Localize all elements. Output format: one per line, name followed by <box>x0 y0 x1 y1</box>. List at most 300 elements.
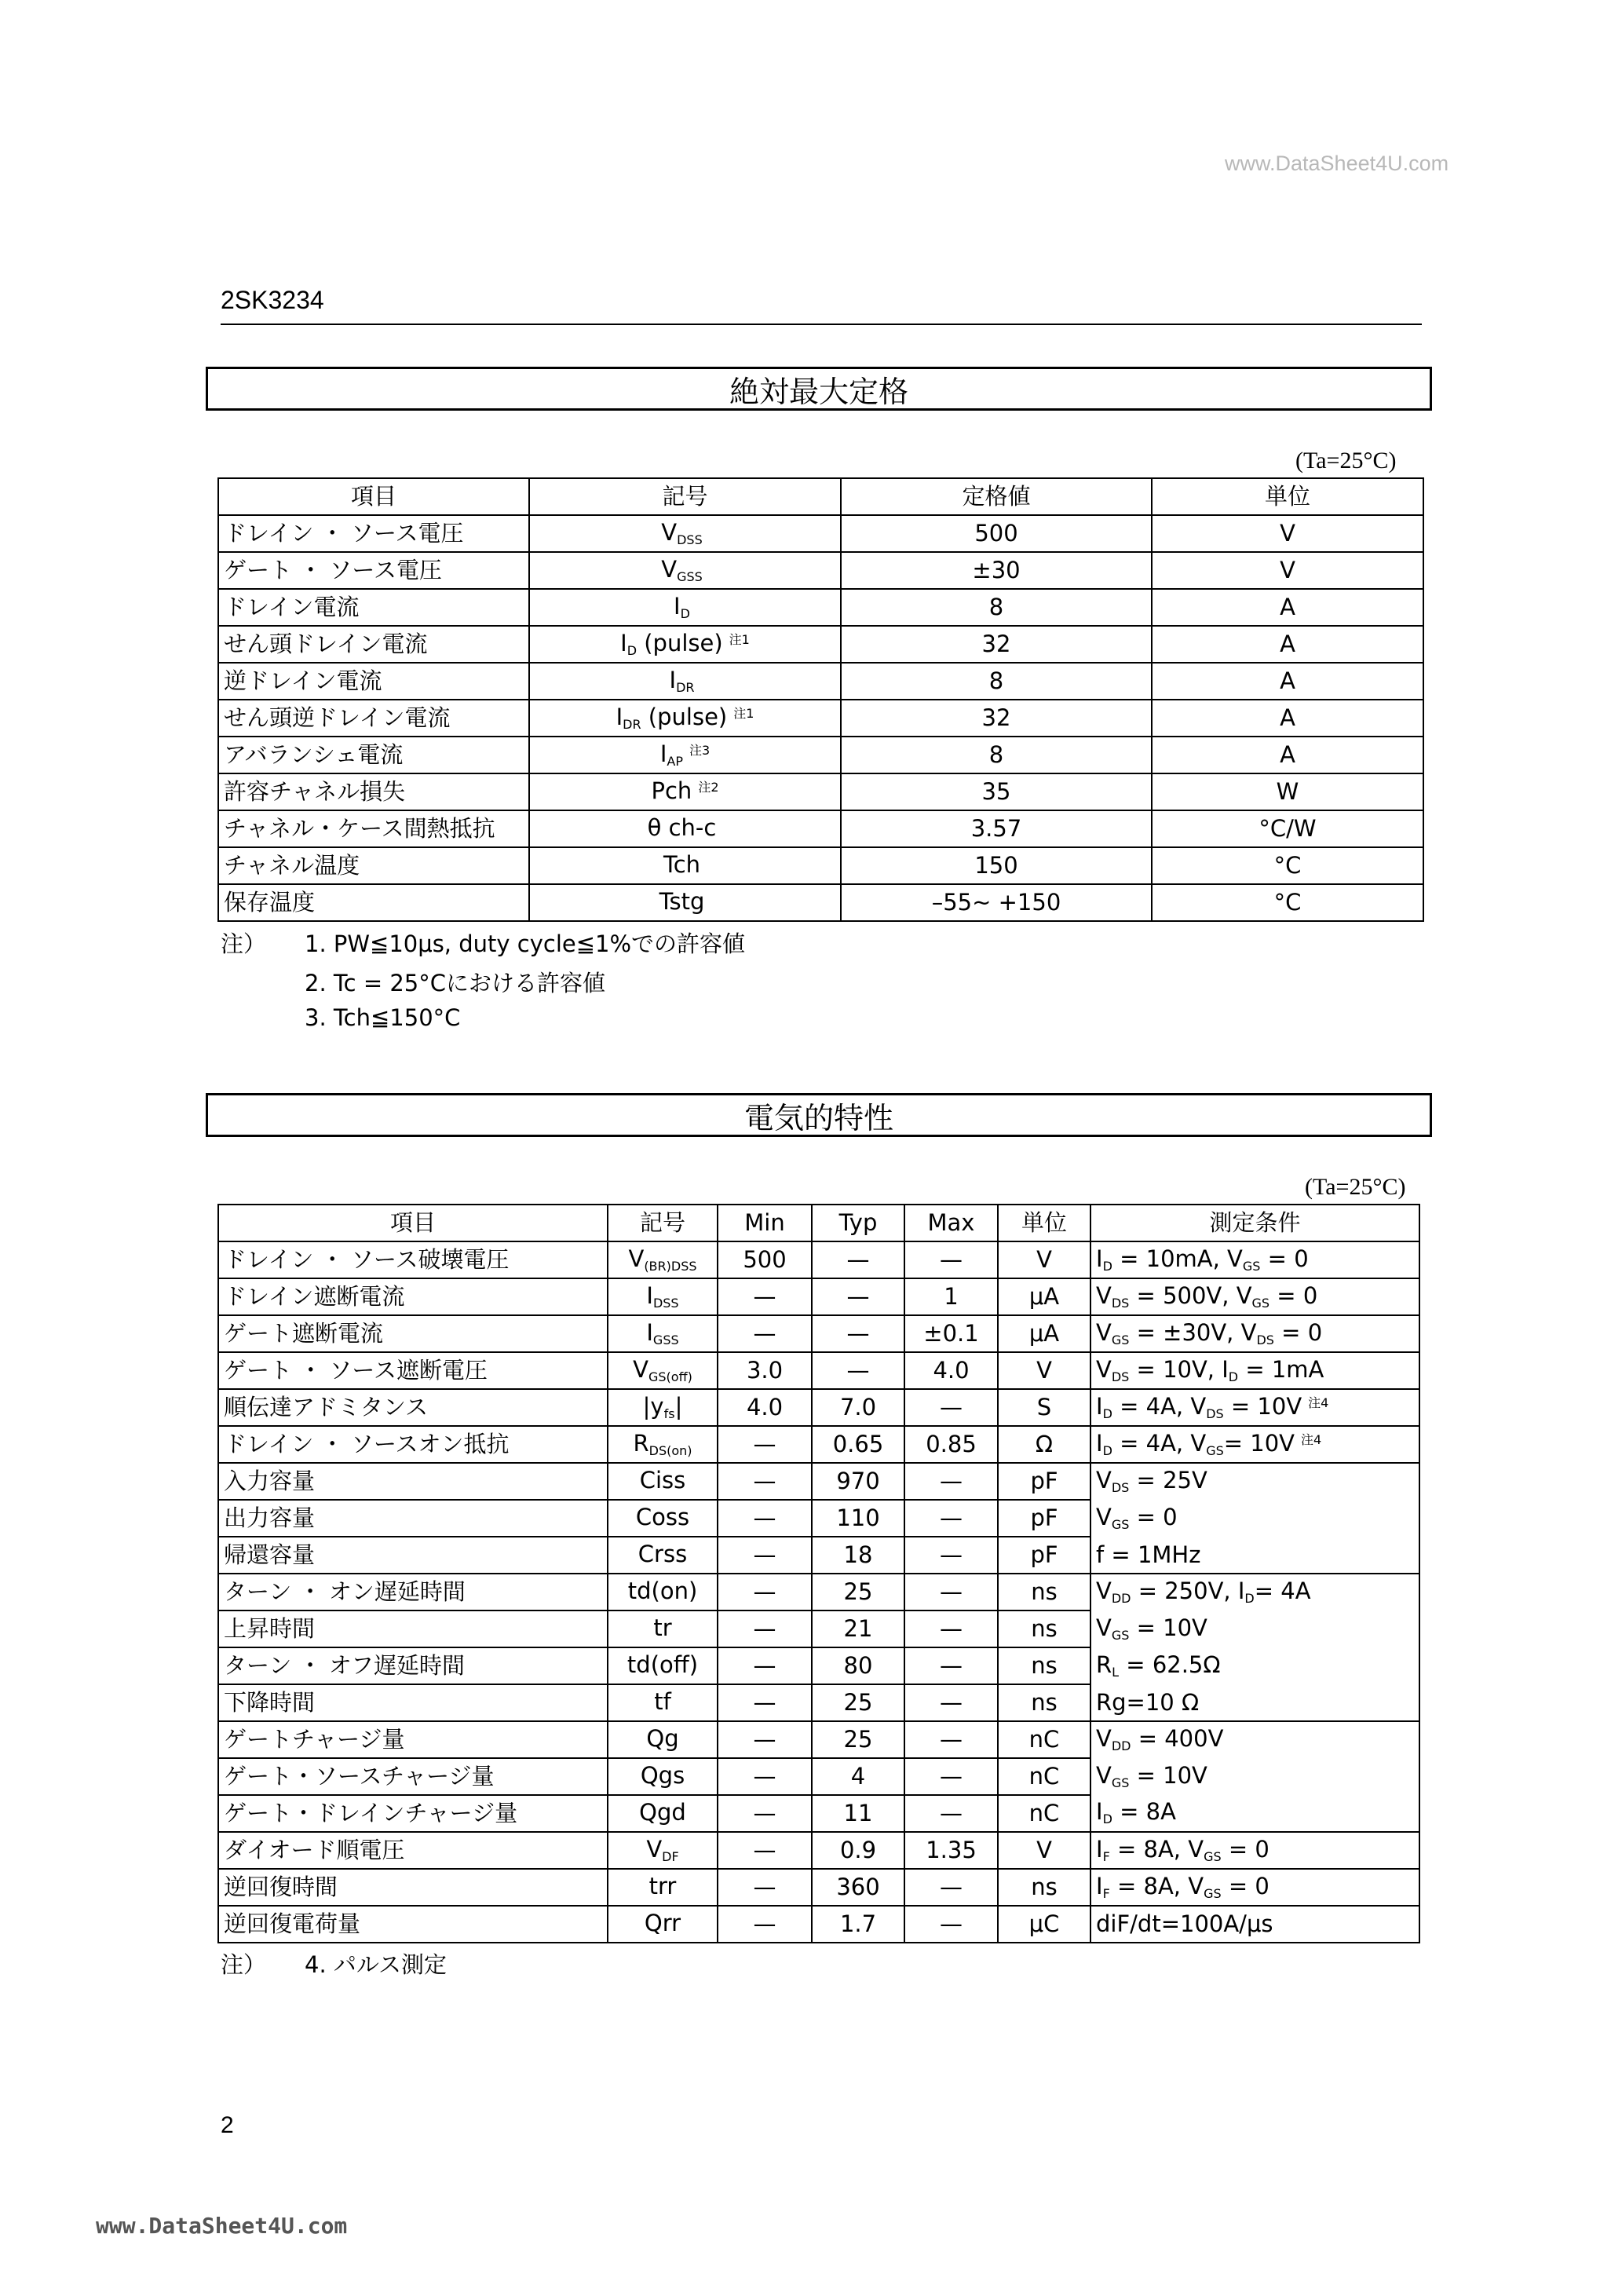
condition-text: V <box>1096 1614 1112 1641</box>
symbol-subscript: DR <box>623 716 641 732</box>
condition-text: I <box>1096 1245 1103 1272</box>
footnote-ref: 注1 <box>733 705 754 721</box>
symbol-base: Coss <box>635 1503 690 1530</box>
elec-min: — <box>718 1647 812 1684</box>
elec-max: — <box>904 1758 998 1795</box>
abs-value: 500 <box>841 515 1152 552</box>
elec-min: — <box>718 1721 812 1758</box>
watermark-bottom: www.DataSheet4U.com <box>96 2213 348 2239</box>
elec-item: 出力容量 <box>218 1500 608 1537</box>
elec-max: 1 <box>904 1278 998 1315</box>
elec-max: — <box>904 1610 998 1647</box>
condition-text: = 10V <box>1223 1392 1302 1420</box>
elec-symbol <box>608 1684 718 1721</box>
elec-max: — <box>904 1795 998 1832</box>
elec-min: — <box>718 1869 812 1906</box>
symbol-base: I <box>659 740 667 767</box>
elec-condition <box>1090 1315 1419 1352</box>
abs-value: 8 <box>841 589 1152 626</box>
elec-row <box>218 1610 1419 1647</box>
elec-symbol <box>608 1721 718 1758</box>
elec-item: ゲート遮断電流 <box>218 1315 608 1352</box>
elec-item: 入力容量 <box>218 1463 608 1500</box>
abs-item: ドレイン電流 <box>218 589 529 626</box>
elec-symbol <box>608 1758 718 1795</box>
abs-symbol <box>529 847 841 884</box>
elec-condition <box>1090 1241 1419 1278</box>
elec-symbol <box>608 1537 718 1574</box>
abs-note-2: 2. Tc = 25°Cにおける許容値 <box>305 970 606 996</box>
elec-min: — <box>718 1574 812 1610</box>
elec-item: 逆回復電荷量 <box>218 1906 608 1943</box>
condition-subscript: GS <box>1111 1627 1130 1643</box>
condition-text: = 8A <box>1112 1798 1176 1825</box>
condition-subscript: DS <box>1206 1406 1224 1421</box>
symbol-base: R <box>633 1429 649 1457</box>
elec-item: 下降時間 <box>218 1684 608 1721</box>
elec-max: — <box>904 1463 998 1500</box>
elec-typ: — <box>812 1278 904 1315</box>
condition-subscript: DS <box>1256 1332 1274 1347</box>
elec-max: ±0.1 <box>904 1315 998 1352</box>
elec-symbol <box>608 1278 718 1315</box>
symbol-base: Ciss <box>639 1466 686 1493</box>
elec-typ: 80 <box>812 1647 904 1684</box>
elec-condition <box>1090 1684 1419 1721</box>
symbol-subscript: DSS <box>677 532 703 547</box>
condition-subscript: GS <box>1111 1775 1130 1790</box>
elec-header-cell: 測定条件 <box>1090 1205 1419 1241</box>
elec-header-cell: 項目 <box>218 1205 608 1241</box>
abs-row <box>218 773 1423 810</box>
elec-condition <box>1090 1574 1419 1610</box>
symbol-base: V <box>628 1245 645 1272</box>
condition-subscript: GS <box>1206 1442 1224 1458</box>
elec-unit: V <box>998 1352 1090 1389</box>
condition-text: = 10V <box>1129 1614 1207 1641</box>
abs-unit: V <box>1152 552 1423 589</box>
condition-text: = 0 <box>1221 1835 1269 1863</box>
elec-item: ゲート ・ ソース遮断電圧 <box>218 1352 608 1389</box>
abs-notes-label: 注） <box>221 930 267 957</box>
condition-subscript: F <box>1102 1848 1110 1864</box>
elec-typ: 18 <box>812 1537 904 1574</box>
symbol-base: V <box>633 1355 648 1383</box>
page-number: 2 <box>221 2112 234 2138</box>
elec-row <box>218 1906 1419 1943</box>
abs-item: せん頭逆ドレイン電流 <box>218 700 529 737</box>
elec-unit: pF <box>998 1500 1090 1537</box>
condition-subscript: D <box>1102 1442 1112 1458</box>
condition-subscript: GS <box>1111 1516 1130 1532</box>
elec-symbol <box>608 1795 718 1832</box>
symbol-base: td(off) <box>627 1651 699 1678</box>
part-number: 2SK3234 <box>221 286 324 314</box>
symbol-base: Crss <box>637 1540 688 1567</box>
elec-row <box>218 1758 1419 1795</box>
symbol-subscript: AP <box>667 753 683 769</box>
elec-symbol <box>608 1315 718 1352</box>
elec-max: — <box>904 1647 998 1684</box>
abs-symbol <box>529 700 841 737</box>
elec-item: 上昇時間 <box>218 1610 608 1647</box>
elec-unit: pF <box>998 1463 1090 1500</box>
elec-unit: nC <box>998 1795 1090 1832</box>
symbol-base: I <box>669 666 677 693</box>
elec-condition <box>1090 1500 1419 1537</box>
elec-condition <box>1090 1610 1419 1647</box>
condition-text: = ±30V, V <box>1129 1318 1257 1346</box>
condition-text: f = 1MHz <box>1096 1541 1201 1568</box>
elec-condition <box>1090 1426 1419 1463</box>
abs-symbol <box>529 663 841 700</box>
condition-text: V <box>1096 1725 1112 1752</box>
abs-note-3: 3. Tch≦150°C <box>305 1004 461 1031</box>
abs-item: 許容チャネル損失 <box>218 773 529 810</box>
elec-max: — <box>904 1684 998 1721</box>
abs-max-title: 絶対最大定格 <box>206 367 1432 411</box>
elec-min: — <box>718 1906 812 1943</box>
elec-min: — <box>718 1315 812 1352</box>
condition-text: diF/dt=100A/μs <box>1096 1910 1273 1937</box>
condition-subscript: L <box>1112 1664 1120 1680</box>
elec-char-table <box>217 1204 1420 1943</box>
condition-text: = 4A <box>1254 1578 1311 1604</box>
symbol-suffix: | <box>674 1392 683 1420</box>
elec-header-cell: 単位 <box>998 1205 1090 1241</box>
condition-subscript: D <box>1102 1406 1112 1421</box>
condition-text: = 62.5Ω <box>1119 1651 1221 1678</box>
condition-subscript: DD <box>1111 1591 1131 1606</box>
symbol-subscript: (BR)DSS <box>644 1258 697 1274</box>
condition-text: = 10V <box>1129 1761 1207 1789</box>
elec-condition <box>1090 1832 1419 1869</box>
abs-symbol <box>529 737 841 773</box>
elec-header-cell: Typ <box>812 1205 904 1241</box>
symbol-base: I <box>616 703 623 730</box>
elec-condition <box>1090 1463 1419 1500</box>
footnote-ref: 注4 <box>1301 1431 1322 1447</box>
abs-symbol <box>529 810 841 847</box>
condition-subscript: D <box>1228 1369 1239 1384</box>
abs-row <box>218 515 1423 552</box>
symbol-base: Qgd <box>639 1798 686 1826</box>
abs-unit: A <box>1152 700 1423 737</box>
abs-symbol <box>529 884 841 921</box>
elec-row <box>218 1795 1419 1832</box>
symbol-base: θ ch-c <box>647 813 717 841</box>
abs-row <box>218 847 1423 884</box>
elec-symbol <box>608 1426 718 1463</box>
elec-row <box>218 1832 1419 1869</box>
elec-typ: 4 <box>812 1758 904 1795</box>
elec-condition <box>1090 1758 1419 1795</box>
condition-text: = 1mA <box>1238 1355 1324 1383</box>
elec-typ: 7.0 <box>812 1389 904 1426</box>
abs-header-cell: 項目 <box>218 478 529 515</box>
abs-unit: W <box>1152 773 1423 810</box>
symbol-subscript: GSS <box>652 1332 679 1347</box>
condition-text: = 25V <box>1129 1467 1207 1493</box>
elec-typ: 970 <box>812 1463 904 1500</box>
elec-min: 500 <box>718 1241 812 1278</box>
condition-text: V <box>1096 1467 1112 1493</box>
abs-row <box>218 552 1423 589</box>
elec-typ: 110 <box>812 1500 904 1537</box>
elec-note-4: 4. パルス測定 <box>305 1951 448 1978</box>
elec-item: ゲート・ドレインチャージ量 <box>218 1795 608 1832</box>
condition-subscript: GS <box>1204 1848 1222 1864</box>
elec-max: 0.85 <box>904 1426 998 1463</box>
elec-item: 帰還容量 <box>218 1537 608 1574</box>
symbol-base: tf <box>654 1687 671 1715</box>
condition-text: = 10V <box>1223 1429 1295 1457</box>
elec-unit: μA <box>998 1315 1090 1352</box>
elec-typ: — <box>812 1315 904 1352</box>
abs-value: 32 <box>841 626 1152 663</box>
elec-item: ゲートチャージ量 <box>218 1721 608 1758</box>
elec-symbol <box>608 1389 718 1426</box>
condition-text: = 0 <box>1269 1281 1318 1309</box>
abs-header-cell: 記号 <box>529 478 841 515</box>
abs-value: 8 <box>841 737 1152 773</box>
elec-row <box>218 1500 1419 1537</box>
elec-item: ダイオード順電圧 <box>218 1832 608 1869</box>
elec-max: — <box>904 1389 998 1426</box>
elec-min: 4.0 <box>718 1389 812 1426</box>
condition-text: V <box>1096 1503 1112 1530</box>
condition-text: I <box>1096 1798 1103 1825</box>
elec-symbol <box>608 1574 718 1610</box>
elec-header-cell: Min <box>718 1205 812 1241</box>
abs-value: 32 <box>841 700 1152 737</box>
abs-value: 8 <box>841 663 1152 700</box>
elec-min: — <box>718 1795 812 1832</box>
condition-subscript: DS <box>1111 1369 1130 1384</box>
abs-value: –55~ +150 <box>841 884 1152 921</box>
abs-value: ±30 <box>841 552 1152 589</box>
elec-condition <box>1090 1352 1419 1389</box>
elec-unit: ns <box>998 1869 1090 1906</box>
condition-text: = 250V, I <box>1131 1578 1245 1604</box>
symbol-base: tr <box>653 1614 672 1641</box>
elec-row <box>218 1537 1419 1574</box>
elec-condition <box>1090 1721 1419 1758</box>
elec-typ: 25 <box>812 1684 904 1721</box>
elec-row <box>218 1574 1419 1610</box>
elec-item: ドレイン ・ ソースオン抵抗 <box>218 1426 608 1463</box>
condition-text: = 400V <box>1131 1725 1224 1752</box>
elec-item: 順伝達アドミタンス <box>218 1389 608 1426</box>
abs-row <box>218 737 1423 773</box>
elec-unit: μC <box>998 1906 1090 1943</box>
elec-item: ターン ・ オフ遅延時間 <box>218 1647 608 1684</box>
elec-symbol <box>608 1832 718 1869</box>
symbol-subscript: DS(on) <box>648 1442 692 1458</box>
condition-text: I <box>1096 1872 1103 1899</box>
abs-unit: V <box>1152 515 1423 552</box>
elec-max: — <box>904 1869 998 1906</box>
elec-condition <box>1090 1537 1419 1574</box>
elec-symbol <box>608 1463 718 1500</box>
symbol-subscript: D <box>680 605 690 621</box>
elec-max: — <box>904 1241 998 1278</box>
elec-min: — <box>718 1463 812 1500</box>
elec-min: — <box>718 1684 812 1721</box>
condition-subscript: GS <box>1251 1295 1270 1311</box>
condition-text: I <box>1096 1835 1103 1863</box>
abs-item: ゲート ・ ソース電圧 <box>218 552 529 589</box>
abs-value: 35 <box>841 773 1152 810</box>
condition-text: = 0 <box>1260 1245 1309 1272</box>
elec-condition <box>1090 1795 1419 1832</box>
elec-min: — <box>718 1500 812 1537</box>
elec-row <box>218 1315 1419 1352</box>
condition-subscript: D <box>1102 1258 1112 1274</box>
elec-item: 逆回復時間 <box>218 1869 608 1906</box>
elec-max: — <box>904 1500 998 1537</box>
condition-text: Rg=10 Ω <box>1096 1688 1200 1716</box>
elec-row <box>218 1389 1419 1426</box>
elec-unit: ns <box>998 1684 1090 1721</box>
condition-text: = 0 <box>1221 1872 1269 1899</box>
elec-symbol <box>608 1610 718 1647</box>
elec-symbol <box>608 1906 718 1943</box>
condition-text: = 4A, V <box>1112 1392 1207 1420</box>
symbol-suffix: (pulse) <box>637 629 723 656</box>
abs-symbol <box>529 552 841 589</box>
elec-unit: nC <box>998 1758 1090 1795</box>
condition-subscript: GS <box>1242 1258 1261 1274</box>
condition-text: I <box>1096 1392 1103 1420</box>
abs-max-table <box>217 477 1424 922</box>
elec-symbol <box>608 1500 718 1537</box>
abs-header-row <box>218 478 1423 515</box>
elec-min: — <box>718 1832 812 1869</box>
abs-unit: °C <box>1152 884 1423 921</box>
condition-subscript: GS <box>1204 1885 1222 1901</box>
elec-row <box>218 1684 1419 1721</box>
condition-text: I <box>1096 1429 1103 1457</box>
elec-typ: 0.9 <box>812 1832 904 1869</box>
elec-row <box>218 1278 1419 1315</box>
symbol-base: I <box>674 592 681 620</box>
abs-item: ドレイン ・ ソース電圧 <box>218 515 529 552</box>
condition-subscript: GS <box>1111 1332 1130 1347</box>
symbol-base: I <box>646 1318 653 1346</box>
symbol-base: td(on) <box>627 1577 698 1604</box>
condition-text: V <box>1096 1355 1112 1383</box>
elec-row <box>218 1721 1419 1758</box>
elec-item: ターン ・ オン遅延時間 <box>218 1574 608 1610</box>
condition-text: = 10mA, V <box>1112 1245 1243 1272</box>
condition-text: V <box>1096 1281 1112 1309</box>
abs-symbol <box>529 626 841 663</box>
condition-subscript: DD <box>1111 1738 1131 1753</box>
elec-typ: 1.7 <box>812 1906 904 1943</box>
elec-item: ゲート・ソースチャージ量 <box>218 1758 608 1795</box>
abs-row <box>218 626 1423 663</box>
elec-condition <box>1090 1906 1419 1943</box>
condition-text: V <box>1096 1578 1112 1604</box>
symbol-base: Tstg <box>659 887 705 915</box>
abs-row <box>218 589 1423 626</box>
abs-unit: °C/W <box>1152 810 1423 847</box>
condition-subscript: D <box>1102 1812 1112 1826</box>
elec-max: — <box>904 1574 998 1610</box>
elec-symbol <box>608 1647 718 1684</box>
elec-char-title: 電気的特性 <box>206 1093 1432 1137</box>
symbol-subscript: D <box>627 642 637 658</box>
condition-text: V <box>1096 1318 1112 1346</box>
elec-condition <box>1090 1389 1419 1426</box>
abs-header-cell: 定格値 <box>841 478 1152 515</box>
elec-typ: 0.65 <box>812 1426 904 1463</box>
abs-max-condition: (Ta=25°C) <box>1295 448 1397 473</box>
elec-min: — <box>718 1278 812 1315</box>
condition-subscript: DS <box>1111 1295 1130 1311</box>
footnote-ref: 注3 <box>689 742 711 758</box>
elec-char-condition: (Ta=25°C) <box>1305 1174 1406 1200</box>
abs-item: アバランシェ電流 <box>218 737 529 773</box>
abs-unit: A <box>1152 589 1423 626</box>
symbol-suffix: (pulse) <box>641 703 728 730</box>
elec-unit: ns <box>998 1610 1090 1647</box>
elec-max: — <box>904 1906 998 1943</box>
elec-min: 3.0 <box>718 1352 812 1389</box>
elec-notes-label: 注） <box>221 1951 267 1978</box>
abs-row <box>218 663 1423 700</box>
condition-text: = 0 <box>1273 1318 1323 1346</box>
elec-typ: 21 <box>812 1610 904 1647</box>
symbol-subscript: GS(off) <box>648 1369 692 1384</box>
elec-typ: — <box>812 1241 904 1278</box>
abs-value: 3.57 <box>841 810 1152 847</box>
symbol-base: V <box>661 518 678 546</box>
elec-max: 1.35 <box>904 1832 998 1869</box>
elec-unit: nC <box>998 1721 1090 1758</box>
condition-subscript: F <box>1102 1885 1110 1901</box>
abs-symbol <box>529 515 841 552</box>
abs-unit: A <box>1152 663 1423 700</box>
elec-unit: μA <box>998 1278 1090 1315</box>
elec-row <box>218 1352 1419 1389</box>
elec-unit: pF <box>998 1537 1090 1574</box>
elec-condition <box>1090 1278 1419 1315</box>
abs-note-1: 1. PW≦10μs, duty cycle≦1%での許容値 <box>305 930 746 957</box>
elec-symbol <box>608 1352 718 1389</box>
symbol-base: Qgs <box>640 1761 685 1789</box>
symbol-base: trr <box>648 1872 677 1899</box>
elec-row <box>218 1647 1419 1684</box>
elec-row <box>218 1463 1419 1500</box>
symbol-base: |y <box>642 1392 664 1420</box>
abs-symbol <box>529 773 841 810</box>
condition-text: = 4A, V <box>1112 1429 1207 1457</box>
elec-typ: 25 <box>812 1574 904 1610</box>
elec-typ: 11 <box>812 1795 904 1832</box>
elec-unit: V <box>998 1832 1090 1869</box>
elec-symbol <box>608 1241 718 1278</box>
footnote-ref: 注2 <box>698 779 719 795</box>
elec-max: — <box>904 1537 998 1574</box>
header-rule <box>221 324 1422 325</box>
elec-condition <box>1090 1869 1419 1906</box>
abs-row <box>218 810 1423 847</box>
symbol-subscript: DSS <box>652 1295 679 1311</box>
abs-header-cell: 単位 <box>1152 478 1423 515</box>
abs-item: チャネル・ケース間熱抵抗 <box>218 810 529 847</box>
